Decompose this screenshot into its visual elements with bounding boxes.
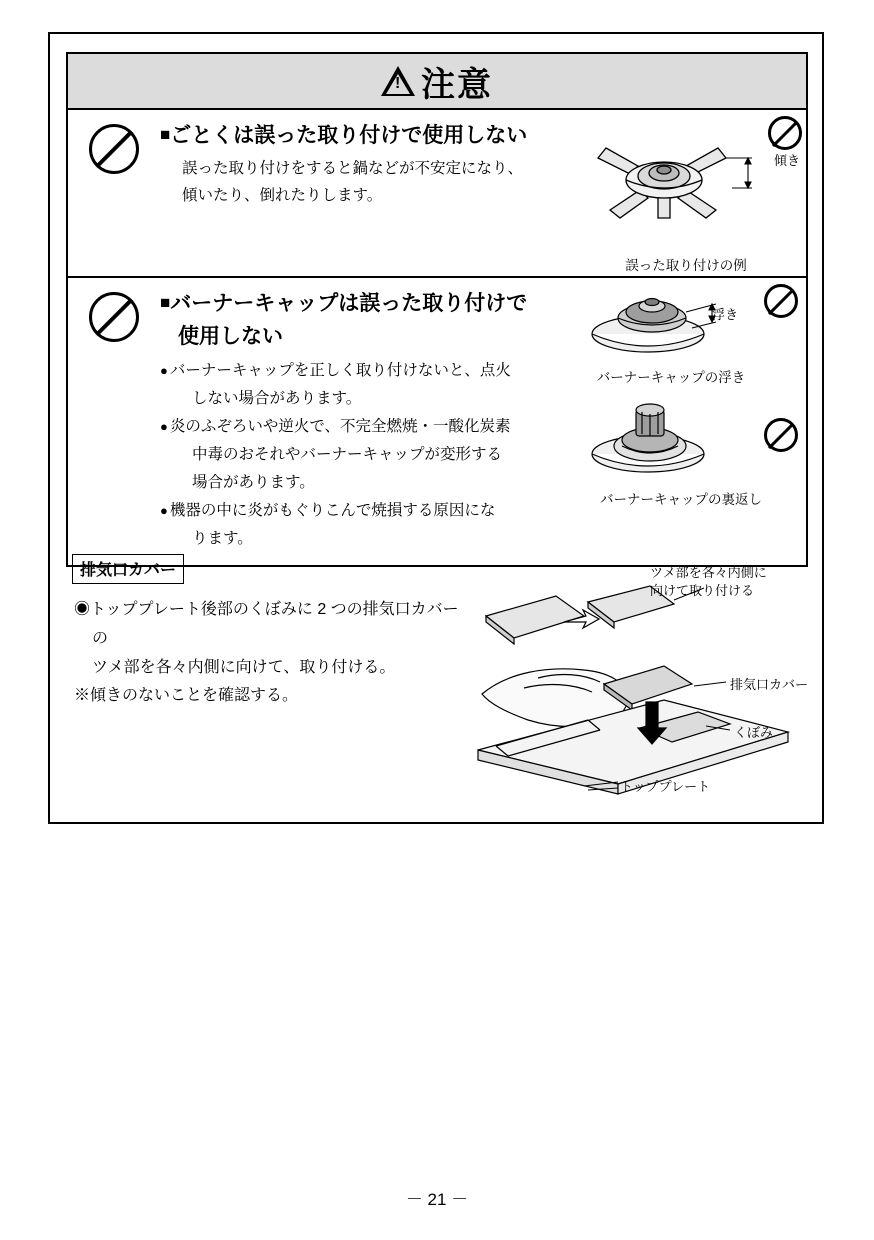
figure-caption: バーナーキャップの裏返し <box>600 492 762 507</box>
exhaust-cover-installation-figure <box>468 560 808 800</box>
figure-label-tilt: 傾き <box>773 153 800 168</box>
caution-row-text <box>160 110 566 276</box>
prohibition-icon <box>764 418 798 452</box>
warning-triangle-icon <box>381 66 415 96</box>
bullet-text: 機器の中に炎がもぐりこんで焼損する原因にな <box>169 502 496 520</box>
page-number: － 21 － <box>405 1190 469 1209</box>
list-item-cont: 中毒のおそれやバーナーキャップが変形する <box>192 445 503 463</box>
caution-box <box>66 52 808 567</box>
figure-caption: バーナーキャップの浮き <box>596 370 746 385</box>
caution-row <box>68 110 806 276</box>
list-item-cont: しない場合があります。 <box>192 389 362 407</box>
heading-marker: ■ <box>160 293 171 312</box>
bullet-dot-icon: ● <box>160 503 168 519</box>
caution-heading <box>160 122 560 149</box>
manual-page <box>48 32 824 824</box>
caution-row-text <box>160 278 566 565</box>
trivet-drawing <box>566 118 766 230</box>
instruction-line-1: ◉トッププレート後部のくぼみに 2 つの排気口カバーの <box>74 601 459 647</box>
caution-row <box>68 276 806 565</box>
list-item-cont: 場合があります。 <box>192 474 315 492</box>
list-item-cont: ります。 <box>192 530 253 548</box>
heading-text: ごとくは誤った取り付けで使用しない <box>170 124 528 147</box>
prohibition-icon-cell <box>68 110 160 276</box>
figure-label-top-plate: トッププレート <box>620 779 711 794</box>
heading-text-line1: バーナーキャップは誤った取り付けで <box>170 292 528 315</box>
bullet-text: バーナーキャップを正しく取り付けないと、点火 <box>169 361 511 379</box>
bullet-text: 炎のふぞろいや逆火で、不完全燃焼・一酸化炭素 <box>169 417 511 435</box>
prohibition-icon <box>768 116 802 150</box>
caution-title: 注意 <box>421 65 493 104</box>
bullet-dot-icon: ● <box>160 418 168 434</box>
caution-body-line-1: 誤った取り付けをすると鍋などが不安定になり、 <box>182 160 524 178</box>
section-body <box>66 596 474 711</box>
figure-caption: 誤った取り付けの例 <box>625 258 747 273</box>
caution-body-line-2: 傾いたり、倒れたりします。 <box>182 187 383 205</box>
bullet-dot-icon: ● <box>160 362 168 378</box>
heading-marker: ■ <box>160 125 171 144</box>
exhaust-cover-section <box>66 554 808 804</box>
trivet-wrong-installation-figure <box>566 110 806 276</box>
heading-text-line2: 使用しない <box>178 325 283 349</box>
caution-heading <box>160 290 560 317</box>
prohibition-icon <box>89 124 139 174</box>
figure-label-claw-1: ツメ部を各々内側に <box>650 565 767 580</box>
list-item <box>160 357 560 384</box>
figure-label-claw-2: 向けて取り付ける <box>650 583 755 598</box>
figure-label-lift: 浮き <box>712 307 739 322</box>
section-title: 排気口カバー <box>72 554 184 584</box>
caution-header <box>68 54 806 110</box>
burner-cap-upside-down-figure <box>566 396 802 516</box>
figure-label-recess: くぼみ <box>734 725 774 740</box>
instruction-line-2: ツメ部を各々内側に向けて、取り付ける。 <box>92 658 396 676</box>
burner-cap-upside-down-drawing <box>566 396 746 482</box>
list-item <box>160 497 560 524</box>
burner-cap-lifted-figure <box>566 282 802 392</box>
instruction-line-3: ※傾きのないことを確認する。 <box>74 687 299 705</box>
list-item <box>160 413 560 440</box>
prohibition-icon <box>764 284 798 318</box>
prohibition-icon-cell <box>68 278 160 565</box>
prohibition-icon <box>89 292 139 342</box>
burner-cap-figures <box>566 278 806 546</box>
caution-bullet-list <box>160 357 560 553</box>
figure-label-exhaust-cover: 排気口カバー <box>730 677 809 692</box>
